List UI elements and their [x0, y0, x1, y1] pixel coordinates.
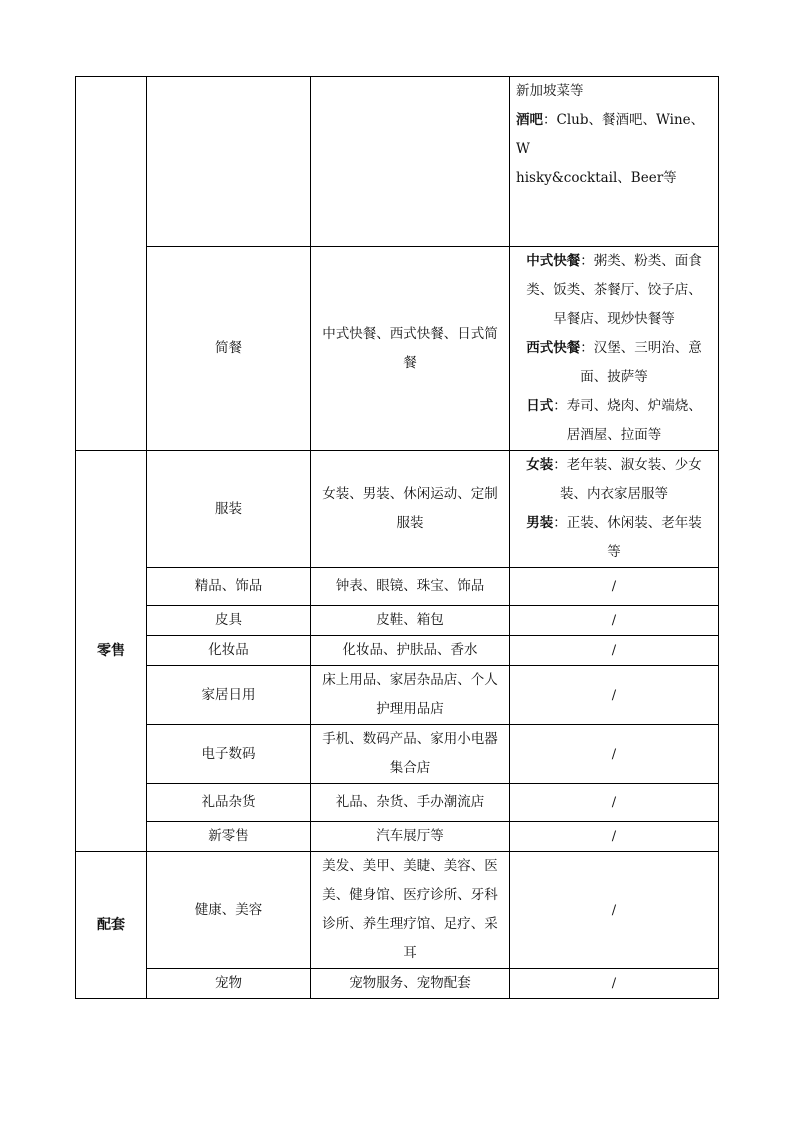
category-cell-support: 配套	[76, 852, 147, 999]
description-cell: 美发、美甲、美睫、美容、医 美、健身馆、医疗诊所、牙科 诊所、养生理疗馆、足疗、采 耳	[311, 852, 510, 969]
detail-text: 酒吧：Club、餐酒吧、Wine、W	[516, 112, 705, 157]
detail-cell: /	[510, 606, 719, 636]
table-row	[76, 451, 719, 568]
detail-cell: /	[510, 784, 719, 822]
description-cell: 宠物服务、宠物配套	[311, 969, 510, 999]
subcategory-cell: 皮具	[147, 606, 311, 636]
category-cell-retail: 零售	[76, 451, 147, 852]
detail-cell: /	[510, 568, 719, 606]
detail-label: 中式快餐	[526, 253, 581, 269]
table-row	[76, 852, 719, 969]
detail-text: 新加坡菜等	[516, 83, 584, 99]
description-cell: 床上用品、家居杂品店、个人 护理用品店	[311, 666, 510, 725]
description-cell: 礼品、杂货、手办潮流店	[311, 784, 510, 822]
subcategory-cell	[147, 77, 311, 247]
category-cell-dining	[76, 77, 147, 451]
detail-cell: 中式快餐：粥类、粉类、面食 类、饭类、茶餐厅、饺子店、 早餐店、现炒快餐等 西式快餐：汉堡、三明治、意 面、披萨等 日式：寿司、烧肉、炉端烧、 居酒屋、拉面等	[510, 247, 719, 451]
table-row	[76, 606, 719, 636]
subcategory-cell: 新零售	[147, 822, 311, 852]
subcategory-cell: 服装	[147, 451, 311, 568]
description-cell: 化妆品、护肤品、香水	[311, 636, 510, 666]
category-table	[75, 76, 719, 999]
table-row	[76, 784, 719, 822]
subcategory-cell: 家居日用	[147, 666, 311, 725]
detail-cell: /	[510, 852, 719, 969]
subcategory-cell: 精品、饰品	[147, 568, 311, 606]
subcategory-cell: 简餐	[147, 247, 311, 451]
table-row	[76, 568, 719, 606]
detail-label: 女装	[526, 457, 554, 473]
subcategory-cell: 健康、美容	[147, 852, 311, 969]
table-row	[76, 666, 719, 725]
detail-label: 男装	[526, 515, 554, 531]
table-row	[76, 636, 719, 666]
detail-label: 西式快餐	[526, 340, 581, 356]
description-cell	[311, 77, 510, 247]
detail-cell	[510, 77, 719, 247]
detail-label: 酒吧	[516, 112, 543, 128]
detail-cell: /	[510, 969, 719, 999]
detail-cell: /	[510, 666, 719, 725]
detail-cell: /	[510, 725, 719, 784]
description-cell: 女装、男装、休闲运动、定制 服装	[311, 451, 510, 568]
table-row	[76, 247, 719, 451]
subcategory-cell: 电子数码	[147, 725, 311, 784]
detail-text: hisky&cocktail、Beer等	[516, 170, 677, 186]
subcategory-cell: 化妆品	[147, 636, 311, 666]
table-row	[76, 969, 719, 999]
detail-label: 日式	[526, 398, 554, 414]
detail-cell: 女装：老年装、淑女装、少女 装、内衣家居服等 男装：正装、休闲装、老年装 等	[510, 451, 719, 568]
detail-cell: /	[510, 636, 719, 666]
subcategory-cell: 礼品杂货	[147, 784, 311, 822]
table-row	[76, 822, 719, 852]
description-cell: 中式快餐、西式快餐、日式简 餐	[311, 247, 510, 451]
table-row	[76, 725, 719, 784]
table-row	[76, 77, 719, 247]
description-cell: 手机、数码产品、家用小电器 集合店	[311, 725, 510, 784]
description-cell: 钟表、眼镜、珠宝、饰品	[311, 568, 510, 606]
description-cell: 皮鞋、箱包	[311, 606, 510, 636]
detail-cell: /	[510, 822, 719, 852]
subcategory-cell: 宠物	[147, 969, 311, 999]
description-cell: 汽车展厅等	[311, 822, 510, 852]
